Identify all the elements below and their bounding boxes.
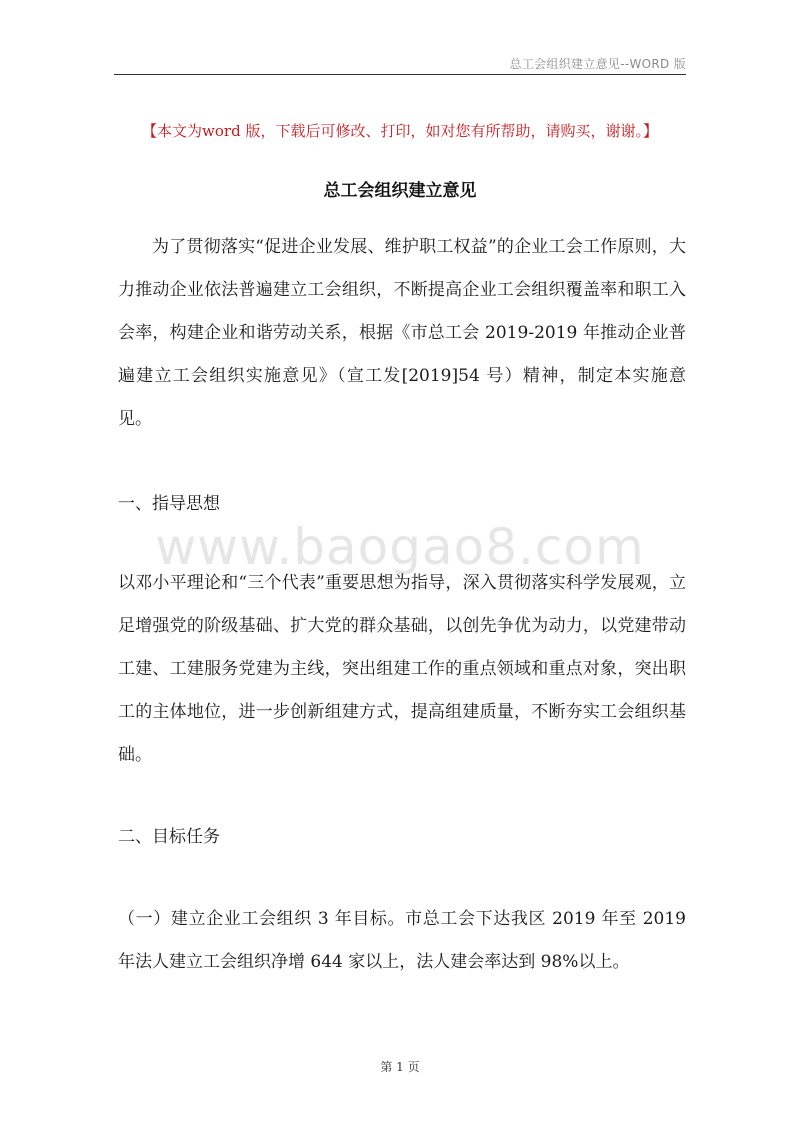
section-heading-guiding-ideology: 一、指导思想: [118, 494, 220, 514]
watermark: www.baogao8.com: [155, 518, 645, 576]
section-heading-goals: 二、目标任务: [118, 827, 220, 847]
goals-item-1-paragraph: （一）建立企业工会组织 3 年目标。市总工会下达我区 2019 年至 2019 年法人建立工会组织净增 644 家以上，法人建会率达到 98%以上。: [118, 909, 686, 972]
running-header: 总工会组织建立意见--WORD 版: [509, 57, 686, 71]
intro-paragraph: 为了贯彻落实“促进企业发展、维护职工权益”的企业工会工作原则，大力推动企业依法普遍建立工会组织，不断提高企业工会组织覆盖率和职工入会率，构建企业和谐劳动关系，根据《市总工会 2019-2019 年推动企业普遍建立工会组织实施意见》（宣工发[2019]54 号）精神，制定本实施意见。: [118, 237, 686, 429]
guiding-ideology-paragraph: 以邓小平理论和“三个代表”重要思想为指导，深入贯彻落实科学发展观，立足增强党的阶级基础、扩大党的群众基础，以创先争优为动力，以党建带动工建、工建服务党建为主线，突出组建工作的重点领域和重点对象，突出职工的主体地位，进一步创新组建方式，提高组建质量，不断夯实工会组织基础。: [118, 573, 686, 765]
header-divider: [114, 74, 686, 75]
purchase-notice: 【本文为word 版，下载后可修改、打印，如对您有所帮助，请购买，谢谢。】: [142, 122, 658, 140]
page-number: 第 1 页: [380, 1060, 420, 1074]
document-title: 总工会组织建立意见: [323, 181, 477, 201]
